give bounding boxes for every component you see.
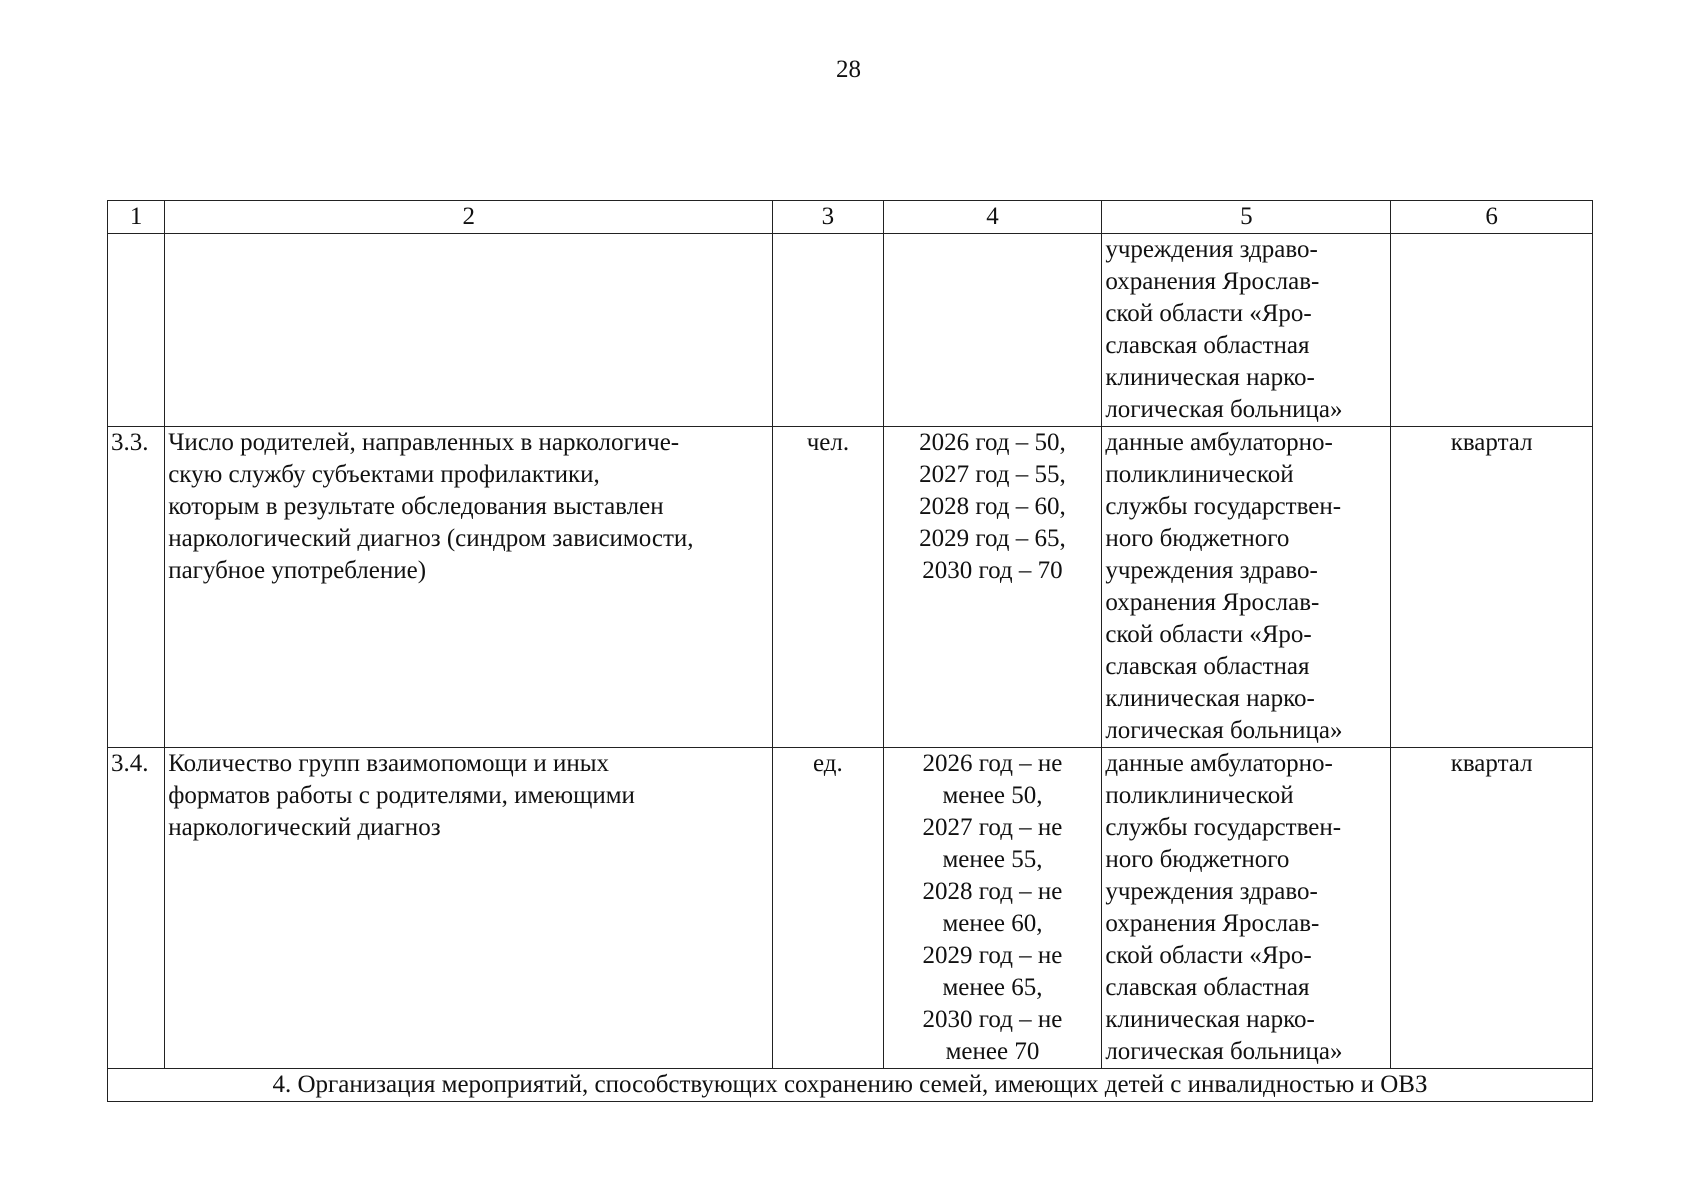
indicator-line: форматов работы с родителями, имеющими [168,782,635,809]
target-line: 2027 год – не [922,814,1063,841]
source-line: поликлинической [1105,461,1294,488]
source-cell [1102,748,1391,1069]
target-cell [883,427,1102,748]
source-line: логическая больница» [1105,717,1343,744]
target-line: менее 55, [942,846,1043,873]
table-row-continuation [108,234,1593,427]
unit-cell [773,234,883,427]
indicator-line: наркологический диагноз [168,814,441,841]
row-number-cell [108,234,165,427]
source-cell [1102,427,1391,748]
target-line: 2029 год – не [922,942,1063,969]
table-row-3-4 [108,748,1593,1069]
source-line: клиническая нарко- [1105,364,1315,391]
section-heading: 4. Организация мероприятий, способствующих сохранению семей, имеющих детей с инвалидностью и ОВЗ [108,1069,1593,1102]
target-line: 2026 год – не [922,750,1063,777]
page-number: 28 [836,56,861,83]
indicator-line: которым в результате обследования выставлен [168,493,664,520]
source-line: славская областная [1105,653,1310,680]
indicator-cell [165,748,773,1069]
source-line: ской области «Яро- [1105,300,1312,327]
source-line: логическая больница» [1105,396,1343,423]
target-cell [883,748,1102,1069]
indicator-line: наркологический диагноз (синдром зависимости, [168,525,694,552]
source-line: клиническая нарко- [1105,1006,1315,1033]
indicator-cell [165,427,773,748]
header-col-2: 2 [165,201,773,234]
target-line: 2030 год – не [922,1006,1063,1033]
indicator-line: скую службу субъектами профилактики, [168,461,600,488]
target-line: менее 65, [942,974,1043,1001]
source-line: ного бюджетного [1105,846,1290,873]
source-line: поликлинической [1105,782,1294,809]
source-line: учреждения здраво- [1105,557,1318,584]
header-col-6: 6 [1391,201,1593,234]
section-heading-row [108,1069,1593,1102]
source-line: учреждения здраво- [1105,878,1318,905]
source-line: данные амбулаторно- [1105,429,1333,456]
periodicity-cell: квартал [1391,427,1593,748]
row-number: 3.4. [108,748,165,1069]
row-number: 3.3. [108,427,165,748]
periodicity-cell [1391,234,1593,427]
source-line: службы государствен- [1105,493,1342,520]
unit-cell: ед. [773,748,883,1069]
source-line: клиническая нарко- [1105,685,1315,712]
target-line: менее 70 [945,1038,1040,1065]
source-cell [1102,234,1391,427]
source-line: данные амбулаторно- [1105,750,1333,777]
target-line: 2028 год – 60, [919,493,1066,520]
target-line: 2030 год – 70 [922,557,1063,584]
source-line: славская областная [1105,332,1310,359]
indicator-line: пагубное употребление) [168,557,427,584]
source-line: ской области «Яро- [1105,942,1312,969]
source-line: ской области «Яро- [1105,621,1312,648]
indicator-line: Количество групп взаимопомощи и иных [168,750,610,777]
source-line: охранения Ярослав- [1105,910,1320,937]
source-line: славская областная [1105,974,1310,1001]
header-col-5: 5 [1102,201,1391,234]
target-cell [883,234,1102,427]
target-line: 2029 год – 65, [919,525,1066,552]
source-line: охранения Ярослав- [1105,268,1320,295]
target-line: менее 60, [942,910,1043,937]
table-row-3-3 [108,427,1593,748]
indicator-line: Число родителей, направленных в наркологиче- [168,429,680,456]
table-header-row [108,201,1593,234]
source-line: ного бюджетного [1105,525,1290,552]
source-line: охранения Ярослав- [1105,589,1320,616]
header-col-4: 4 [883,201,1102,234]
source-line: службы государствен- [1105,814,1342,841]
header-col-3: 3 [773,201,883,234]
indicator-cell [165,234,773,427]
periodicity-cell: квартал [1391,748,1593,1069]
target-line: 2027 год – 55, [919,461,1066,488]
indicators-table [107,200,1593,1102]
source-line: логическая больница» [1105,1038,1343,1065]
unit-cell: чел. [773,427,883,748]
source-line: учреждения здраво- [1105,236,1318,263]
target-line: 2026 год – 50, [919,429,1066,456]
target-line: 2028 год – не [922,878,1063,905]
header-col-1: 1 [108,201,165,234]
target-line: менее 50, [942,782,1043,809]
